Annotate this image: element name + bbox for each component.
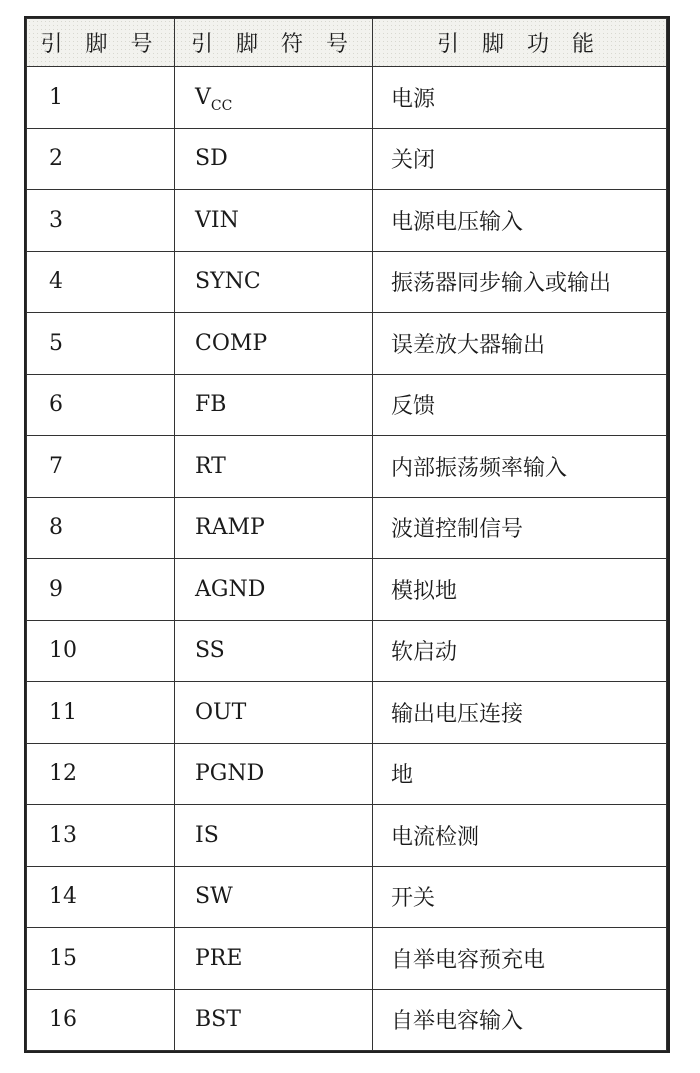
table-row bbox=[27, 866, 667, 928]
table-row bbox=[27, 682, 667, 744]
header-pin-symbol: 引 脚 符 号 bbox=[175, 19, 373, 67]
pin-symbol-cell: VIN bbox=[175, 190, 373, 252]
pin-function-cell: 电源 bbox=[373, 67, 667, 129]
table-row bbox=[27, 497, 667, 559]
table-row bbox=[27, 805, 667, 867]
pin-number-cell: 8 bbox=[27, 497, 175, 559]
pin-symbol-cell: BST bbox=[175, 989, 373, 1051]
pin-number-cell: 3 bbox=[27, 190, 175, 252]
table-row bbox=[27, 928, 667, 990]
pin-symbol-cell: COMP bbox=[175, 313, 373, 375]
pin-function-cell: 软启动 bbox=[373, 620, 667, 682]
pin-function-cell: 自举电容输入 bbox=[373, 989, 667, 1051]
table-body bbox=[27, 67, 667, 1051]
pin-function-cell: 自举电容预充电 bbox=[373, 928, 667, 990]
pin-function-cell: 地 bbox=[373, 743, 667, 805]
pin-function-cell: 振荡器同步输入或输出 bbox=[373, 251, 667, 313]
pin-function-table bbox=[26, 18, 667, 1051]
pin-symbol-cell: OUT bbox=[175, 682, 373, 744]
pin-number-cell: 4 bbox=[27, 251, 175, 313]
table-row bbox=[27, 559, 667, 621]
table-row bbox=[27, 374, 667, 436]
table-row bbox=[27, 128, 667, 190]
pin-symbol-cell: AGND bbox=[175, 559, 373, 621]
pin-symbol-cell: RT bbox=[175, 436, 373, 498]
pin-number-cell: 2 bbox=[27, 128, 175, 190]
pin-symbol-subscript: CC bbox=[210, 97, 233, 114]
table-row bbox=[27, 190, 667, 252]
pin-number-cell: 14 bbox=[27, 866, 175, 928]
table-row bbox=[27, 620, 667, 682]
pin-function-cell: 波道控制信号 bbox=[373, 497, 667, 559]
pin-symbol-cell: IS bbox=[175, 805, 373, 867]
pin-number-cell: 7 bbox=[27, 436, 175, 498]
pin-function-cell: 开关 bbox=[373, 866, 667, 928]
header-pin-function: 引 脚 功 能 bbox=[373, 19, 667, 67]
pin-number-cell: 16 bbox=[27, 989, 175, 1051]
pin-function-cell: 输出电压连接 bbox=[373, 682, 667, 744]
table-row bbox=[27, 251, 667, 313]
table-row bbox=[27, 67, 667, 129]
pin-function-cell: 电源电压输入 bbox=[373, 190, 667, 252]
pin-symbol-cell: PGND bbox=[175, 743, 373, 805]
pin-symbol-cell: RAMP bbox=[175, 497, 373, 559]
pin-number-cell: 5 bbox=[27, 313, 175, 375]
pin-number-cell: 6 bbox=[27, 374, 175, 436]
pin-symbol-cell: SYNC bbox=[175, 251, 373, 313]
pin-symbol-cell: PRE bbox=[175, 928, 373, 990]
table-row bbox=[27, 313, 667, 375]
pin-function-cell: 电流检测 bbox=[373, 805, 667, 867]
pin-function-cell: 模拟地 bbox=[373, 559, 667, 621]
pin-number-cell: 15 bbox=[27, 928, 175, 990]
pin-number-cell: 10 bbox=[27, 620, 175, 682]
pin-number-cell: 13 bbox=[27, 805, 175, 867]
pin-function-cell: 反馈 bbox=[373, 374, 667, 436]
pin-function-cell: 误差放大器输出 bbox=[373, 313, 667, 375]
pin-number-cell: 12 bbox=[27, 743, 175, 805]
pin-number-cell: 9 bbox=[27, 559, 175, 621]
pin-symbol-cell: SD bbox=[175, 128, 373, 190]
header-row bbox=[27, 19, 667, 67]
pin-symbol-cell bbox=[175, 67, 373, 129]
pin-symbol-cell: SS bbox=[175, 620, 373, 682]
pin-function-cell: 关闭 bbox=[373, 128, 667, 190]
pin-symbol-main: V bbox=[195, 84, 211, 110]
pin-table-frame bbox=[24, 16, 670, 1053]
header-pin-number: 引 脚 号 bbox=[27, 19, 175, 67]
table-header bbox=[27, 19, 667, 67]
pin-symbol-cell: FB bbox=[175, 374, 373, 436]
pin-number-cell: 11 bbox=[27, 682, 175, 744]
table-row bbox=[27, 436, 667, 498]
table-row bbox=[27, 989, 667, 1051]
pin-number-cell: 1 bbox=[27, 67, 175, 129]
table-row bbox=[27, 743, 667, 805]
pin-function-cell: 内部振荡频率输入 bbox=[373, 436, 667, 498]
pin-symbol-cell: SW bbox=[175, 866, 373, 928]
